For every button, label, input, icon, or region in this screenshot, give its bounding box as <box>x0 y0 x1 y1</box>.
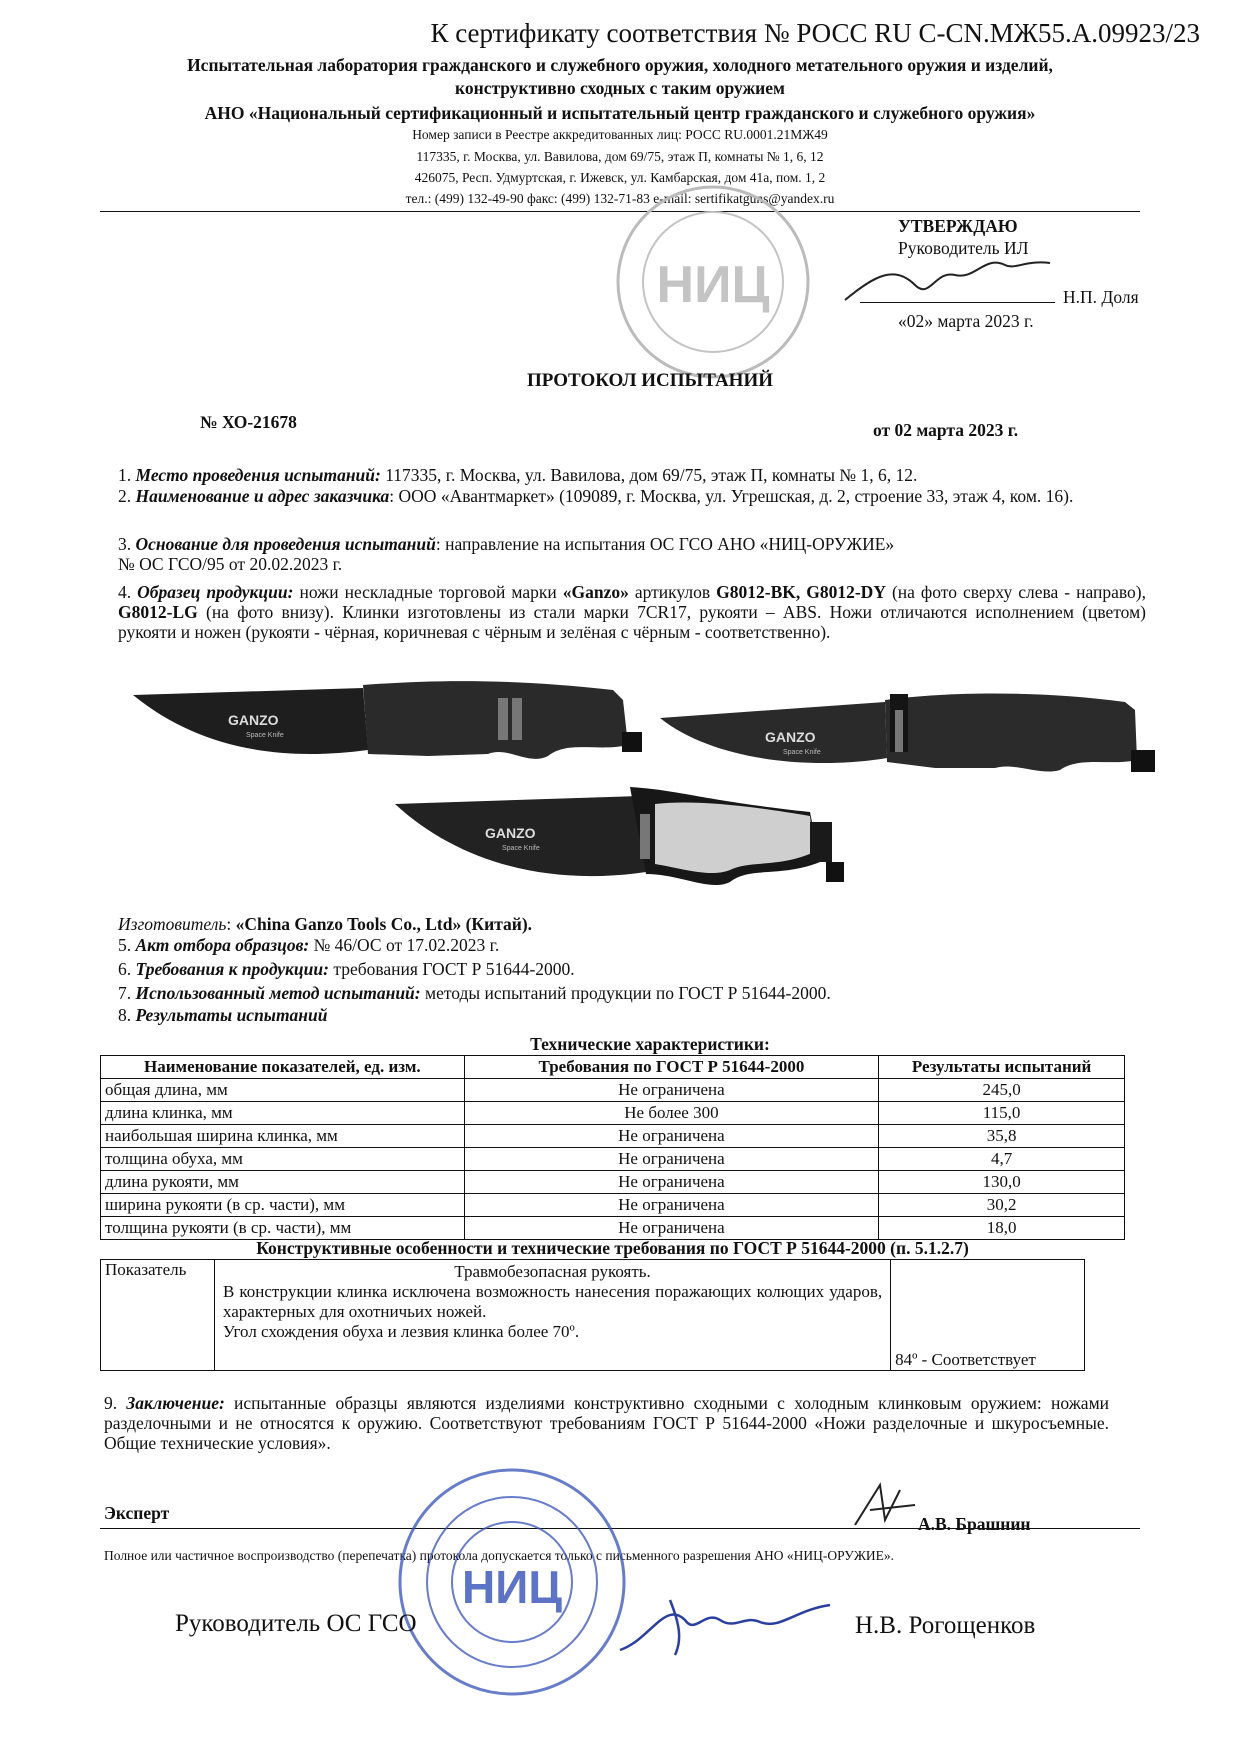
knife-sub-2: Space Knife <box>783 749 821 756</box>
knife-logo-2: GANZO <box>765 729 816 745</box>
table-row <box>101 1079 1125 1102</box>
design-table-caption: Конструктивные особенности и технические требования по ГОСТ Р 51644-2000 (п. 5.1.2.7) <box>256 1238 969 1258</box>
approval-position: Руководитель ИЛ <box>898 238 1029 258</box>
cell: 18,0 <box>879 1217 1125 1240</box>
approval-signature-line <box>860 302 1055 303</box>
conclusion: 9. Заключение: испытанные образцы являются изделиями конструктивно сходными с холодным клинковым оружием: ножами разделочными и не относятся к оружию. Соответствуют требованиям ГОСТ Р 51644-2000 «Ножи разделочные и шкуросъемные. Общие технические условия». <box>104 1393 1110 1453</box>
head-position: Руководитель ОС ГСО <box>175 1610 417 1637</box>
cell: Не ограничена <box>464 1125 879 1148</box>
tech-table-header <box>101 1056 1125 1079</box>
approval-title: УТВЕРЖДАЮ <box>898 216 1018 236</box>
design-requirements <box>214 1260 890 1371</box>
cell: 245,0 <box>879 1079 1125 1102</box>
item-1: 1. Место проведения испытаний: 117335, г. Москва, ул. Вавилова, дом 69/75, этаж П, комнаты № 1, 6, 12. <box>118 465 918 485</box>
knife-sub-1: Space Knife <box>246 732 284 739</box>
cell: ширина рукояти (в ср. части), мм <box>101 1194 465 1217</box>
cell: 115,0 <box>879 1102 1125 1125</box>
org-stamp-mark: НИЦ <box>462 1561 562 1613</box>
cell: толщина рукояти (в ср. части), мм <box>101 1217 465 1240</box>
protocol-date: от 02 марта 2023 г. <box>873 420 1019 440</box>
protocol-number: № ХО-21678 <box>200 412 297 432</box>
expert-signature <box>845 1480 925 1530</box>
reproduction-notice: Полное или частичное воспроизводство (перепечатка) протокола допускается только с письменного разрешения АНО «НИЦ-ОРУЖИЕ». <box>104 1548 895 1563</box>
address-moscow: 117335, г. Москва, ул. Вавилова, дом 69/75, этаж П, комнаты № 1, 6, 12 <box>416 149 824 164</box>
cell: 4,7 <box>879 1148 1125 1171</box>
table-row <box>101 1217 1125 1240</box>
cell: 35,8 <box>879 1125 1125 1148</box>
knife-photo-black <box>128 670 658 770</box>
head-name: Н.В. Рогощенков <box>855 1612 1036 1639</box>
certificate-reference: К сертификату соответствия № РОСС RU C-CN.МЖ55.А.09923/23 <box>430 18 1200 48</box>
cell: 130,0 <box>879 1171 1125 1194</box>
protocol-title: ПРОТОКОЛ ИСПЫТАНИЙ <box>526 370 774 391</box>
item-7: 7. Использованный метод испытаний: методы испытаний продукции по ГОСТ Р 51644-2000. <box>118 983 831 1003</box>
table-row <box>101 1171 1125 1194</box>
approval-date: «02» марта 2023 г. <box>898 311 1034 331</box>
contacts: тел.: (499) 132-49-90 факс: (499) 132-71-83 e-mail: sertifikatguns@yandex.ru <box>405 191 835 206</box>
requirement-1: Травмобезопасная рукоять. <box>454 1262 651 1281</box>
stamp-mark: НИЦ <box>656 256 770 314</box>
lab-name-line1: Испытательная лаборатория гражданского и служебного оружия, холодного метательного оружия и изделий, <box>187 55 1053 75</box>
organization-stamp <box>395 1465 630 1700</box>
requirement-3: Угол схождения обуха и лезвия клинка более 70º. <box>222 1322 580 1341</box>
tech-table-caption: Технические характеристики: <box>530 1034 770 1054</box>
col-header: Наименование показателей, ед. изм. <box>101 1056 465 1079</box>
knife-logo-3: GANZO <box>485 825 536 841</box>
col-header: Результаты испытаний <box>879 1056 1125 1079</box>
cell: Не ограничена <box>464 1217 879 1240</box>
approval-signature <box>835 245 1065 305</box>
cell: общая длина, мм <box>101 1079 465 1102</box>
cell: 30,2 <box>879 1194 1125 1217</box>
item-3: 3. Основание для проведения испытаний: направление на испытания ОС ГСО АНО «НИЦ-ОРУЖИЕ» № ОС ГСО/95 от 20.02.2023 г. <box>118 534 895 574</box>
knife-photo-green <box>390 782 910 902</box>
cell: Не более 300 <box>464 1102 879 1125</box>
manufacturer: Изготовитель: «China Ganzo Tools Co., Ltd» (Китай). <box>118 914 533 934</box>
table-row <box>101 1125 1125 1148</box>
knife-logo-1: GANZO <box>228 712 279 728</box>
head-signature <box>610 1580 840 1660</box>
table-row <box>101 1102 1125 1125</box>
item-8: 8. Результаты испытаний <box>118 1005 328 1025</box>
tech-table <box>100 1055 1125 1240</box>
table-row <box>101 1194 1125 1217</box>
cell: длина клинка, мм <box>101 1102 465 1125</box>
item-6: 6. Требования к продукции: требования ГОСТ Р 51644-2000. <box>118 959 575 979</box>
col-header: Требования по ГОСТ Р 51644-2000 <box>464 1056 879 1079</box>
lab-name-line2: конструктивно сходных с таким оружием <box>455 78 785 98</box>
cell: Не ограничена <box>464 1148 879 1171</box>
expert-label: Эксперт <box>104 1503 170 1523</box>
registry-number: Номер записи в Реестре аккредитованных лиц: РОСС RU.0001.21МЖ49 <box>412 127 828 142</box>
address-izhevsk: 426075, Респ. Удмуртская, г. Ижевск, ул. Камбарская, дом 41а, пом. 1, 2 <box>414 170 826 185</box>
cell: Не ограничена <box>464 1171 879 1194</box>
item-2: 2. Наименование и адрес заказчика: ООО «Авантмаркет» (109089, г. Москва, ул. Угрешская, д. 2, строение 33, этаж 4, ком. 16). <box>118 486 1074 506</box>
expert-name: А.В. Брашнин <box>918 1514 1031 1534</box>
knife-sub-3: Space Knife <box>502 845 540 852</box>
knife-photo-brown <box>655 680 1175 780</box>
cell: Не ограничена <box>464 1079 879 1102</box>
organization-name: АНО «Национальный сертификационный и испытательный центр гражданского и служебного оружия» <box>204 103 1036 123</box>
approval-name: Н.П. Доля <box>1063 287 1139 307</box>
design-table <box>100 1259 1085 1371</box>
indicator-label: Показатель <box>101 1260 215 1371</box>
design-result: 84º - Соответствует <box>891 1260 1085 1371</box>
cell: Не ограничена <box>464 1194 879 1217</box>
item-4: 4. Образец продукции: ножи нескладные торговой марки «Ganzo» артикулов G8012-BK, G8012-DY (на фото сверху слева - направо), G8012-LG (на фото внизу). Клинки изготовлены из стали марки 7CR17, рукояти – ABS. Ножи отличаются исполнением (цветом) рукояти и ножен (рукояти - чёрная, коричневая с чёрным и зелёная с чёрным - соответственно). <box>118 582 1147 642</box>
cell: наибольшая ширина клинка, мм <box>101 1125 465 1148</box>
item-5: 5. Акт отбора образцов: № 46/ОС от 17.02.2023 г. <box>118 935 500 955</box>
table-row <box>101 1260 1085 1371</box>
table-row <box>101 1148 1125 1171</box>
requirement-2: В конструкции клинка исключена возможность нанесения поражающих колющих ударов, характерных для охотничьих ножей. <box>222 1282 883 1321</box>
lab-stamp <box>598 182 828 382</box>
cell: длина рукояти, мм <box>101 1171 465 1194</box>
cell: толщина обуха, мм <box>101 1148 465 1171</box>
